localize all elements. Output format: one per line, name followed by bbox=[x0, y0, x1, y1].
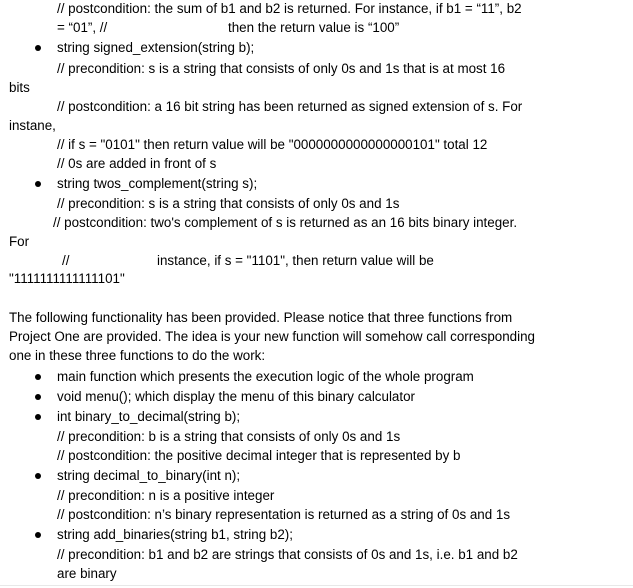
text-line: // precondition: s is a string that consists of only 0s and 1s bbox=[57, 196, 400, 211]
bullet bbox=[35, 394, 41, 400]
text-line: bits bbox=[9, 80, 30, 95]
text-line: The following functionality has been provided. Please notice that three functions from bbox=[9, 310, 513, 325]
text-line: string signed_extension(string b); bbox=[57, 40, 255, 55]
text-line: = “01”, // bbox=[57, 20, 108, 35]
text-line: then the return value is “100” bbox=[228, 20, 400, 35]
text-line: // 0s are added in front of s bbox=[57, 156, 217, 171]
text-line: string add_binaries(string b1, string b2); bbox=[57, 527, 293, 542]
bullet bbox=[35, 45, 41, 51]
text-line: main function which presents the execution logic of the whole program bbox=[57, 369, 474, 384]
text-line: instane, bbox=[9, 118, 56, 133]
text-line: // postcondition: a 16 bit string has been returned as signed extension of s. For bbox=[57, 99, 523, 114]
text-line: // postcondition: n’s binary representation is returned as a string of 0s and 1s bbox=[57, 507, 511, 522]
text-line: string decimal_to_binary(int n); bbox=[57, 468, 241, 483]
bullet bbox=[35, 473, 41, 479]
text-line: For bbox=[9, 234, 30, 249]
bullet bbox=[35, 374, 41, 380]
page-edge bbox=[0, 585, 633, 586]
text-line: // postcondition: two's complement of s is returned as an 16 bits binary integer. bbox=[53, 215, 518, 230]
bullet bbox=[35, 532, 41, 538]
text-line: instance, if s = "1101", then return value will be bbox=[157, 253, 434, 268]
text-line: // if s = "0101" then return value will be "0000000000000000101" total 12 bbox=[57, 137, 488, 152]
text-line: // precondition: b1 and b2 are strings that consists of 0s and 1s, i.e. b1 and b2 bbox=[57, 547, 518, 562]
text-line: // precondition: s is a string that consists of only 0s and 1s that is at most 16 bbox=[57, 61, 506, 76]
text-line: string twos_complement(string s); bbox=[57, 176, 258, 191]
text-line: void menu(); which display the menu of this binary calculator bbox=[57, 389, 415, 404]
text-line: // postcondition: the positive decimal integer that is represented by b bbox=[57, 448, 461, 463]
text-line: "1111111111111101" bbox=[9, 271, 125, 286]
text-line: // bbox=[62, 253, 70, 268]
bullet bbox=[35, 414, 41, 420]
text-line: Project One are provided. The idea is your new function will somehow call corresponding bbox=[9, 329, 535, 344]
bullet bbox=[35, 181, 41, 187]
text-line: // postcondition: the sum of b1 and b2 is returned. For instance, if b1 = “11”, b2 bbox=[57, 1, 522, 16]
text-line: // precondition: b is a string that consists of only 0s and 1s bbox=[57, 429, 401, 444]
text-line: // precondition: n is a positive integer bbox=[57, 488, 275, 503]
text-line: one in these three functions to do the work: bbox=[9, 348, 266, 363]
text-line: int binary_to_decimal(string b); bbox=[57, 409, 241, 424]
text-line: are binary bbox=[57, 566, 117, 581]
